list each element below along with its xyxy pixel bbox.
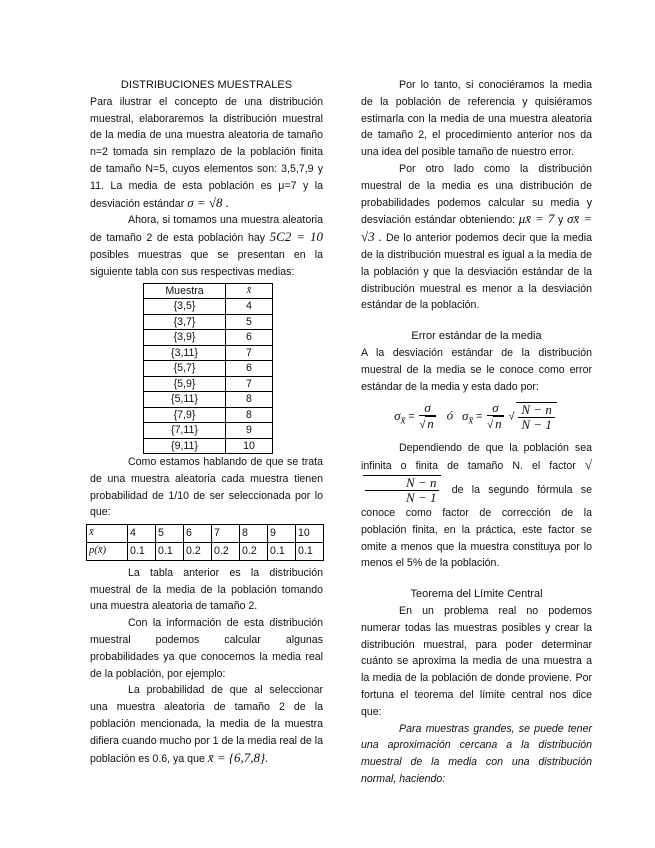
xbar-set-formula: x̄ = {6,7,8}.	[207, 749, 269, 765]
table-cell: p(x̄)	[87, 543, 128, 561]
mu-formula: μx̄ = 7	[518, 211, 555, 227]
table-cell: 0.1	[268, 543, 296, 561]
table-row	[144, 314, 273, 330]
table-cell: 9	[268, 525, 296, 543]
standard-error-paragraph: A la desviación estándar de la distribución muestral de la media se le conoce como error estándar de la media y esta dado por:	[361, 346, 592, 393]
table-cell: 7	[212, 525, 240, 543]
table-row	[144, 407, 273, 423]
right-column	[361, 77, 592, 788]
table-cell: 6	[226, 330, 273, 346]
table-cell: 0.2	[184, 543, 212, 561]
correction-factor-paragraph: Dependiendo de que la población sea infinita o finita de tamaño N. el factor √ $\frac{N - n}{N - 1}$ de la segundo fórmula se conoce como factor de corrección de la población finita, en la práctica, este factor se omite a menos que la muestra constituya por lo menos el 5% de la población.	[361, 442, 592, 570]
table-header-row	[144, 283, 273, 299]
table-cell: {3,9}	[144, 330, 226, 346]
standard-error-title: Error estándar de la media	[411, 330, 542, 343]
table-cell: {5,7}	[144, 361, 226, 377]
table-row	[144, 361, 273, 377]
table-row	[144, 392, 273, 408]
table-cell: {5,11}	[144, 392, 226, 408]
table-cell: {3,5}	[144, 299, 226, 315]
table-row	[144, 376, 273, 392]
table-row	[87, 543, 324, 561]
table-row	[87, 525, 324, 543]
table-cell: {3,7}	[144, 314, 226, 330]
table-cell: 0.2	[240, 543, 268, 561]
table-cell: 0.1	[296, 543, 324, 561]
table-cell: 8	[226, 392, 273, 408]
table-cell: 6	[226, 361, 273, 377]
example-paragraph: La probabilidad de que al seleccionar una muestra aleatoria de tamaño 2 de la población mencionada, la media de la muestra difiera cuando mucho por 1 de la media real de la población es 0.6, ya que x̄ = {6,7,8}.	[90, 684, 323, 765]
table-cell: 0.2	[212, 543, 240, 561]
correction-factor-formula: √ $\frac{N - n}{N - 1}$	[361, 457, 592, 496]
table-cell: 7	[226, 345, 273, 361]
section-title: DISTRIBUCIONES MUESTRALES	[120, 79, 293, 91]
samples-table	[143, 283, 273, 455]
table-cell: 8	[240, 525, 268, 543]
distribution-table	[86, 524, 324, 561]
clt-title: Teorema del Límite Central	[410, 588, 543, 601]
table-cell: {9,11}	[144, 438, 226, 454]
table-cell: 10	[226, 438, 273, 454]
samples-paragraph: Ahora, si tomamos una muestra aleatoria de tamaño 2 de esta población hay 5C2 = 10 posibles muestras que se presentan en la siguiente tabla con sus respectivas medias:	[90, 214, 323, 278]
table-cell: {5,9}	[144, 376, 226, 392]
probability-paragraph: Como estamos hablando de que se trata de una muestra aleatoria cada muestra tienen probabilidad de 1/10 de ser seleccionada por lo que:	[90, 456, 323, 519]
table-cell: 4	[226, 299, 273, 315]
table-row	[144, 438, 273, 454]
table-row	[144, 330, 273, 346]
table-cell: 0.1	[128, 543, 156, 561]
combination-formula: 5C2 = 10	[269, 229, 323, 245]
table-cell: 8	[226, 407, 273, 423]
table-cell: 5	[226, 314, 273, 330]
table-header-cell: Muestra	[144, 283, 226, 299]
table-cell: x̄	[87, 525, 128, 543]
clt-statement: Para muestras grandes, se puede tener una aproximación cercana a la distribución muestral de la media con una distribución normal, haciendo:	[361, 722, 592, 785]
left-column	[90, 77, 323, 767]
table-header-cell: x̄	[226, 283, 273, 299]
table-cell: {3,11}	[144, 345, 226, 361]
distribution-note: La tabla anterior es la distribución muestral de la media de la población tomando una muestra aleatoria de tamaño 2.	[90, 566, 323, 613]
table-cell: 9	[226, 423, 273, 439]
table-cell: 6	[184, 525, 212, 543]
table-cell: 5	[156, 525, 184, 543]
sigma-xbar-formula: σx̄ = √3 .	[361, 211, 592, 245]
standard-error-formula: $\sigma_{x̄}$ = $\frac{\sigma}{√ n}$ ó $\sigma_{x̄}$ = $\frac{\sigma}{√ n}$ √ $\frac{N - n}{N - 1}$	[361, 401, 592, 432]
info-paragraph: Con la información de esta distribución muestral podemos calcular algunas probabilidades ya que conocemos la media real de la población, por ejemplo:	[90, 617, 323, 680]
table-cell: {7,11}	[144, 423, 226, 439]
table-cell: 0.1	[156, 543, 184, 561]
mean-paragraph: Por otro lado como la distribución muestral de la media es una distribución de probabilidades podemos calcular su media y desviación estándar obteniendo: μx̄ = 7 y σx̄ = √3 . De lo anterior podemos decir que la media de la distribución muestral es igual a la media de la población y que la desviación estándar de la distribución muestral es menor a la desviación estándar de la población.	[361, 162, 592, 312]
table-cell: 10	[296, 525, 324, 543]
table-cell: 7	[226, 376, 273, 392]
table-row	[144, 299, 273, 315]
table-cell: {7,9}	[144, 407, 226, 423]
sigma-formula: σ = √8 .	[187, 194, 230, 210]
table-row	[144, 345, 273, 361]
table-row	[144, 423, 273, 439]
clt-paragraph: En un problema real no podemos numerar todas las muestras posibles y crear la distribución muestral, para poder determinar cuánto se aproxima la media de una muestra a la media de la población de donde proviene. Por fortuna el teorema del límite central nos dice que:	[361, 604, 592, 718]
intro-paragraph: Para ilustrar el concepto de una distribución muestral, elaboraremos la distribución muestral de la media de una muestra aleatoria de tamaño n=2 tomada sin remplazo de la población finita de tamaño N=5, cuyos elementos son: 3,5,7,9 y 11. La media de esta población es μ=7 y la desviación estándar σ = √8 .	[90, 95, 323, 210]
conclusion-paragraph: Por lo tanto, si conociéramos la media de la población de referencia y quisiéramos estimarla con la media de una muestra aleatoria de tamaño 2, el procedimiento anterior nos da una idea del posible tamaño de nuestro error.	[361, 79, 592, 159]
table-cell: 4	[128, 525, 156, 543]
